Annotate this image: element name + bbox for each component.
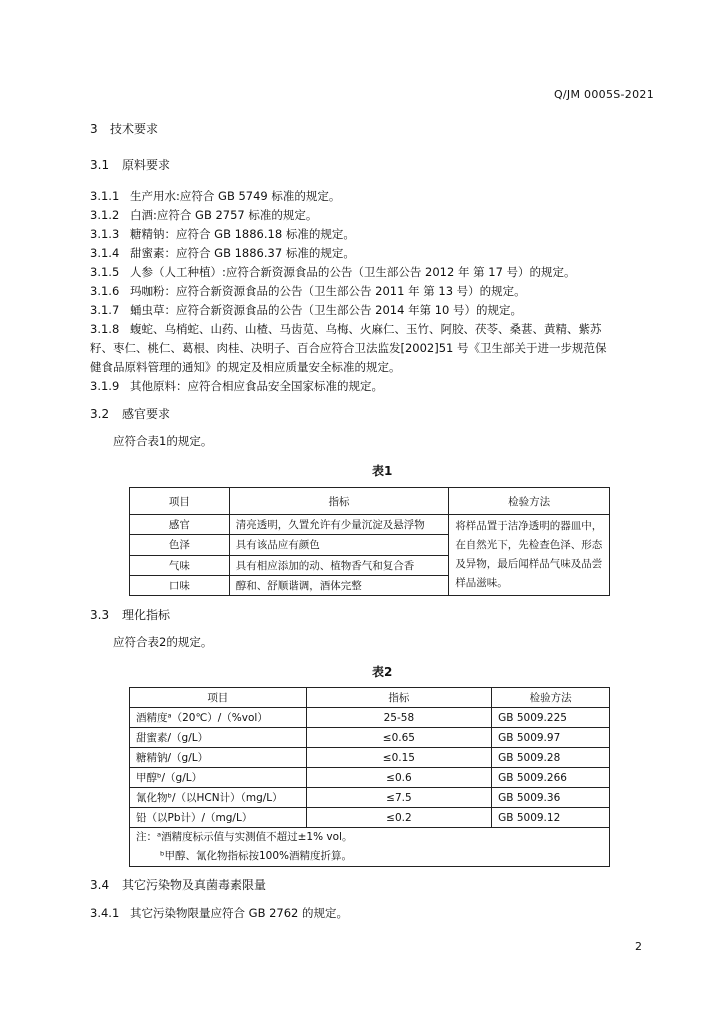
clause-3-1-8-line3: 健食品原料管理的通知》的规定及相应质量安全标准的规定。 [90,360,401,374]
section-3-heading: 3 技术要求 [90,122,159,136]
table1-header-item: 项目 [130,488,230,515]
table-row [130,708,610,728]
table1-cell-indicator: 醇和、舒顺谐调，酒体完整 [229,575,449,595]
table2-cell-indicator: ≤0.2 [306,808,492,828]
table1 [129,487,610,596]
table1-header-method: 检验方法 [449,488,610,515]
section-3-2-heading: 3.2 感官要求 [90,407,171,421]
table2-cell-method: GB 5009.36 [492,788,610,808]
table1-cell-item: 气味 [130,555,230,575]
section-3-3-heading: 3.3 理化指标 [90,608,171,622]
table1-cell-item: 色泽 [130,535,230,555]
clause-3-1-7: 3.1.7 蛹虫草：应符合新资源食品的公告（卫生部公告 2014 年第 10 号）的规定。 [90,303,523,317]
document-code: Q/JM 0005S-2021 [553,88,654,101]
clause-3-1-4: 3.1.4 甜蜜素：应符合 GB 1886.37 标准的规定。 [90,246,355,260]
table2-cell-item: 氰化物ᵇ/（以HCN计）（mg/L） [130,788,307,808]
table1-cell-method [449,515,610,596]
table2-header-row [130,688,610,708]
clause-3-1-1: 3.1.1 生产用水:应符合 GB 5749 标准的规定。 [90,189,341,203]
table2-caption: 表2 [372,665,393,679]
table2-notes-row [130,828,610,867]
clause-3-1-3: 3.1.3 糖精钠：应符合 GB 1886.18 标准的规定。 [90,227,355,241]
table2-cell-method: GB 5009.97 [492,728,610,748]
section-3-2-intro: 应符合表1的规定。 [113,434,213,448]
table2-cell-method: GB 5009.28 [492,748,610,768]
table2-cell-item: 酒精度ᵃ（20℃）/（%vol） [130,708,307,728]
clause-3-1-8-line1: 3.1.8 蝮蛇、乌梢蛇、山药、山楂、马齿苋、乌梅、火麻仁、玉竹、阿胶、茯苓、桑葚、黄精、紫苏 [90,322,602,336]
clause-3-1-6: 3.1.6 玛咖粉：应符合新资源食品的公告（卫生部公告 2011 年 第 13 号）的规定。 [90,284,526,298]
table1-method-line: 在自然光下，先检查色泽、形态 [455,539,603,551]
table2-cell-indicator: ≤0.6 [306,768,492,788]
table-row [130,748,610,768]
table2-note-2: ᵇ甲醇、氰化物指标按100%酒精度折算。 [160,850,353,862]
clause-3-1-5: 3.1.5 人参（人工种植）:应符合新资源食品的公告（卫生部公告 2012 年 第 17 号）的规定。 [90,265,576,279]
table2-header-item: 项目 [130,688,307,708]
table1-cell-indicator: 具有该品应有颜色 [229,535,449,555]
table2-cell-indicator: ≤0.65 [306,728,492,748]
table2-cell-item: 铅（以Pb计）/（mg/L） [130,808,307,828]
clause-3-4-1: 3.4.1 其它污染物限量应符合 GB 2762 的规定。 [90,906,349,920]
section-3-3-intro: 应符合表2的规定。 [113,635,213,649]
table2-cell-method: GB 5009.266 [492,768,610,788]
section-3-1-heading: 3.1 原料要求 [90,158,171,172]
table2-note-1: 注：ᵃ酒精度标示值与实测值不超过±1% vol。 [136,831,353,843]
table2-cell-item: 甜蜜素/（g/L） [130,728,307,748]
table2-cell-indicator: ≤7.5 [306,788,492,808]
table1-method-line: 及异物，最后闻样品气味及品尝 [455,558,603,570]
table2-cell-indicator: 25-58 [306,708,492,728]
table2 [129,687,610,867]
table1-caption: 表1 [372,464,393,478]
table1-cell-indicator: 清亮透明，久置允许有少量沉淀及悬浮物 [229,515,449,535]
table1-method-line: 样品滋味。 [455,577,508,589]
table2-notes [130,828,610,867]
table1-cell-item: 口味 [130,575,230,595]
table2-cell-item: 甲醇ᵇ/（g/L） [130,768,307,788]
table2-cell-method: GB 5009.225 [492,708,610,728]
table-row [130,808,610,828]
table1-cell-item: 感官 [130,515,230,535]
table2-header-method: 检验方法 [492,688,610,708]
page-number: 2 [635,940,642,953]
clause-3-1-2: 3.1.2 白酒:应符合 GB 2757 标准的规定。 [90,208,318,222]
table-row [130,515,610,535]
table-row [130,728,610,748]
clause-3-1-8-line2: 籽、枣仁、桃仁、葛根、肉桂、决明子、百合应符合卫法监发[2002]51 号《卫生部关于进一步规范保 [90,341,607,355]
table1-method-line: 将样品置于洁净透明的器皿中， [455,520,603,532]
clause-3-1-9: 3.1.9 其他原料：应符合相应食品安全国家标准的规定。 [90,379,383,393]
table2-cell-method: GB 5009.12 [492,808,610,828]
table2-cell-item: 糖精钠/（g/L） [130,748,307,768]
table-row [130,788,610,808]
table-row [130,768,610,788]
table2-header-indicator: 指标 [306,688,492,708]
table1-header-indicator: 指标 [229,488,449,515]
section-3-4-heading: 3.4 其它污染物及真菌毒素限量 [90,878,267,892]
table1-cell-indicator: 具有相应添加的动、植物香气和复合香 [229,555,449,575]
table2-cell-indicator: ≤0.15 [306,748,492,768]
table1-header-row [130,488,610,515]
